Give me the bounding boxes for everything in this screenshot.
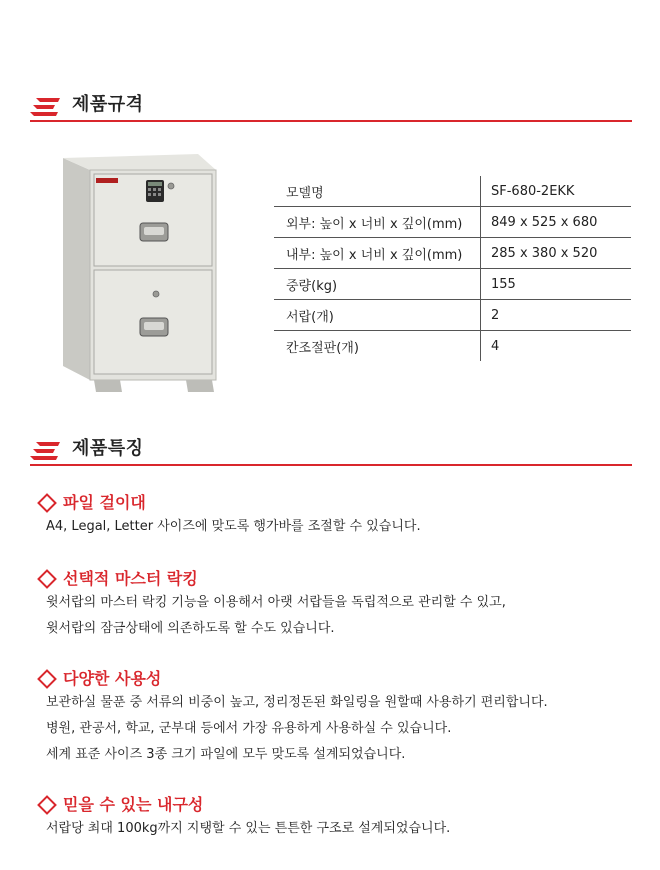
feature-line: A4, Legal, Letter 사이즈에 맞도록 행가바를 조절할 수 있습니다. [46, 519, 421, 534]
section-divider [30, 464, 632, 466]
spec-section-title: 제품규격 [72, 94, 144, 115]
table-row [274, 207, 631, 238]
diamond-bullet-icon [37, 795, 57, 815]
table-row [274, 238, 631, 269]
spec-value: 849 x 525 x 680 [481, 207, 632, 238]
red-e-logo-icon [30, 440, 62, 462]
table-row [274, 300, 631, 331]
spec-value: 285 x 380 x 520 [481, 238, 632, 269]
diamond-bullet-icon [37, 493, 57, 513]
spec-label: 외부: 높이 x 너비 x 깊이(mm) [274, 207, 481, 238]
feature-title: 믿을 수 있는 내구성 [63, 795, 204, 814]
feature-line: 서랍당 최대 100kg까지 지탱할 수 있는 튼튼한 구조로 설계되었습니다. [46, 821, 451, 836]
feature-block [36, 492, 646, 540]
table-row [274, 331, 631, 362]
spec-value: 155 [481, 269, 632, 300]
spec-label: 서랍(개) [274, 300, 481, 331]
feature-title: 다양한 사용성 [63, 669, 162, 688]
feature-block [36, 668, 646, 768]
spec-value: 4 [481, 331, 632, 362]
diamond-bullet-icon [37, 669, 57, 689]
feature-block [36, 794, 646, 842]
feature-line: 세계 표준 사이즈 3종 크기 파일에 모두 맞도록 설계되었습니다. [46, 747, 406, 762]
spec-section-header [30, 92, 632, 122]
section-divider [30, 120, 632, 122]
features-section-title: 제품특징 [72, 438, 144, 459]
diamond-bullet-icon [37, 569, 57, 589]
feature-title: 파일 걸이대 [63, 493, 146, 512]
spec-label: 중량(kg) [274, 269, 481, 300]
spec-table [274, 176, 631, 361]
feature-line: 보관하실 물푼 중 서류의 비중이 높고, 정리정돈된 화일링을 원할때 사용하기 편리합니다. [46, 695, 548, 710]
spec-value: SF-680-2EKK [481, 176, 632, 207]
spec-value: 2 [481, 300, 632, 331]
table-row [274, 269, 631, 300]
spec-label: 칸조절판(개) [286, 340, 359, 356]
feature-block [36, 568, 646, 642]
features-section-header [30, 436, 632, 466]
spec-label: 모델명 [274, 176, 481, 207]
feature-line: 윗서랍의 잠금상태에 의존하도록 할 수도 있습니다. [46, 621, 335, 636]
feature-title: 선택적 마스터 락킹 [63, 569, 198, 588]
feature-line: 윗서랍의 마스터 락킹 기능을 이용해서 아랫 서랍들을 독립적으로 관리할 수 있고, [46, 595, 506, 610]
feature-line: 병원, 관공서, 학교, 군부대 등에서 가장 유용하게 사용하실 수 있습니다. [46, 721, 452, 736]
spec-label: 내부: 높이 x 너비 x 깊이(mm) [274, 238, 481, 269]
safe-product-image [58, 148, 228, 393]
red-e-logo-icon [30, 96, 62, 118]
table-row [274, 176, 631, 207]
